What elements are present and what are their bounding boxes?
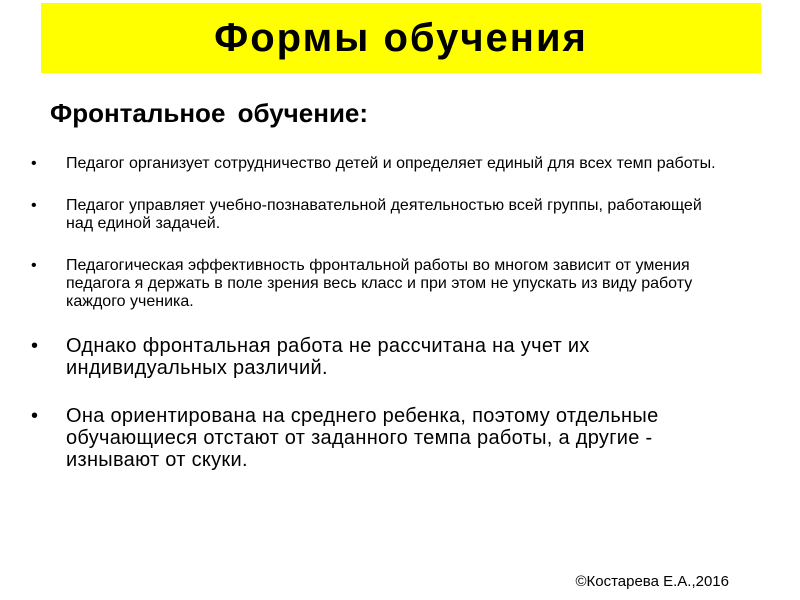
bullet-dot-icon: • [31, 155, 37, 172]
bullet-text-1: Педагог организует сотрудничество детей и определяет единый для всех темп работы. [66, 155, 716, 172]
bullet-dot-icon: • [31, 197, 37, 214]
bullet-list [30, 155, 730, 497]
bullet-text-3: Педагогическая эффективность фронтальной работы во многом зависит от умения педагога я держать в поле зрения весь класс и при этом не упускать из виду работу каждого ученика. [66, 257, 693, 310]
bullet-dot-icon: • [31, 257, 37, 274]
bullet-item-1 [30, 155, 730, 173]
slide-title: Формы обучения [214, 16, 588, 60]
slide-subtitle: Фронтальное обучение: [50, 98, 369, 128]
bullet-dot-icon: • [31, 335, 39, 357]
bullet-item-4 [30, 335, 730, 379]
copyright-footer: ©Костарева Е.А.,2016 [575, 573, 729, 590]
bullet-item-5 [30, 405, 730, 471]
bullet-item-2 [30, 197, 730, 233]
bullet-text-5: Она ориентирована на среднего ребенка, поэтому отдельные обучающиеся отстают от заданного темпа работы, а другие - изнывают от скуки. [66, 405, 659, 471]
bullet-text-2: Педагог управляет учебно-познавательной деятельностью всей группы, работающей над единой задачей. [66, 197, 702, 232]
title-banner [41, 3, 761, 73]
bullet-dot-icon: • [31, 405, 39, 427]
bullet-item-3 [30, 257, 730, 311]
bullet-text-4: Однако фронтальная работа не рассчитана на учет их индивидуальных различий. [66, 335, 590, 379]
